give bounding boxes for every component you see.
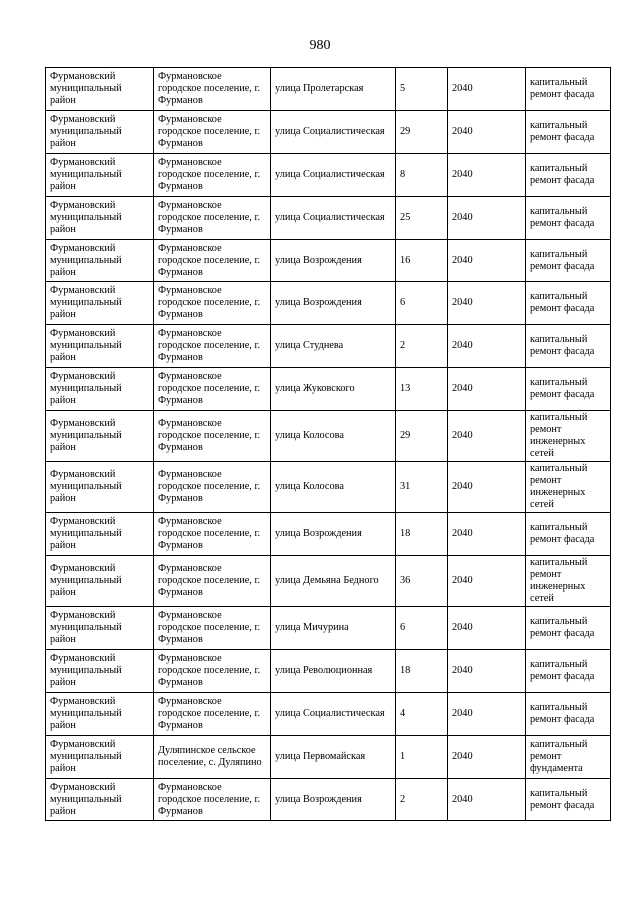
house-number-cell: 5 (396, 68, 448, 111)
house-number-cell: 25 (396, 196, 448, 239)
year-cell: 2040 (448, 325, 526, 368)
settlement-cell: Фурмановское городское поселение, г. Фурманов (154, 513, 271, 556)
work-type-cell: капитальный ремонт инженерных сетей (526, 556, 611, 607)
district-cell: Фурмановский муниципальный район (46, 556, 154, 607)
settlement-cell: Фурмановское городское поселение, г. Фурманов (154, 196, 271, 239)
table-row (46, 778, 611, 821)
work-type-cell: капитальный ремонт фасада (526, 778, 611, 821)
street-cell: улица Жуковского (271, 368, 396, 411)
street-cell: улица Возрождения (271, 513, 396, 556)
settlement-cell: Фурмановское городское поселение, г. Фурманов (154, 649, 271, 692)
street-cell: улица Пролетарская (271, 68, 396, 111)
year-cell: 2040 (448, 735, 526, 778)
year-cell: 2040 (448, 282, 526, 325)
district-cell: Фурмановский муниципальный район (46, 411, 154, 462)
house-number-cell: 18 (396, 513, 448, 556)
work-type-cell: капитальный ремонт инженерных сетей (526, 462, 611, 513)
table-row (46, 196, 611, 239)
district-cell: Фурмановский муниципальный район (46, 68, 154, 111)
table-row (46, 153, 611, 196)
house-number-cell: 6 (396, 282, 448, 325)
settlement-cell: Фурмановское городское поселение, г. Фурманов (154, 692, 271, 735)
settlement-cell: Фурмановское городское поселение, г. Фурманов (154, 239, 271, 282)
work-type-cell: капитальный ремонт фасада (526, 513, 611, 556)
district-cell: Фурмановский муниципальный район (46, 462, 154, 513)
table-row (46, 411, 611, 462)
district-cell: Фурмановский муниципальный район (46, 196, 154, 239)
year-cell: 2040 (448, 649, 526, 692)
work-type-cell: капитальный ремонт инженерных сетей (526, 411, 611, 462)
year-cell: 2040 (448, 68, 526, 111)
district-cell: Фурмановский муниципальный район (46, 778, 154, 821)
work-type-cell: капитальный ремонт фасада (526, 282, 611, 325)
table-row (46, 735, 611, 778)
settlement-cell: Фурмановское городское поселение, г. Фурманов (154, 556, 271, 607)
year-cell: 2040 (448, 411, 526, 462)
table-row (46, 239, 611, 282)
street-cell: улица Мичурина (271, 607, 396, 650)
settlement-cell: Фурмановское городское поселение, г. Фурманов (154, 110, 271, 153)
district-cell: Фурмановский муниципальный район (46, 368, 154, 411)
work-type-cell: капитальный ремонт фасада (526, 649, 611, 692)
work-type-cell: капитальный ремонт фасада (526, 153, 611, 196)
settlement-cell: Фурмановское городское поселение, г. Фурманов (154, 68, 271, 111)
street-cell: улица Студнева (271, 325, 396, 368)
street-cell: улица Социалистическая (271, 692, 396, 735)
street-cell: улица Социалистическая (271, 110, 396, 153)
house-number-cell: 6 (396, 607, 448, 650)
district-cell: Фурмановский муниципальный район (46, 692, 154, 735)
year-cell: 2040 (448, 110, 526, 153)
table-row (46, 68, 611, 111)
settlement-cell: Фурмановское городское поселение, г. Фурманов (154, 607, 271, 650)
work-type-cell: капитальный ремонт фасада (526, 607, 611, 650)
settlement-cell: Фурмановское городское поселение, г. Фурманов (154, 411, 271, 462)
table-row (46, 649, 611, 692)
work-type-cell: капитальный ремонт фундамента (526, 735, 611, 778)
house-number-cell: 2 (396, 325, 448, 368)
house-number-cell: 8 (396, 153, 448, 196)
year-cell: 2040 (448, 692, 526, 735)
house-number-cell: 36 (396, 556, 448, 607)
street-cell: улица Возрождения (271, 282, 396, 325)
district-cell: Фурмановский муниципальный район (46, 325, 154, 368)
settlement-cell: Дуляпинское сельское поселение, с. Дуляпино (154, 735, 271, 778)
settlement-cell: Фурмановское городское поселение, г. Фурманов (154, 325, 271, 368)
settlement-cell: Фурмановское городское поселение, г. Фурманов (154, 368, 271, 411)
district-cell: Фурмановский муниципальный район (46, 513, 154, 556)
house-number-cell: 16 (396, 239, 448, 282)
table-row (46, 462, 611, 513)
table-row (46, 607, 611, 650)
year-cell: 2040 (448, 607, 526, 650)
district-cell: Фурмановский муниципальный район (46, 110, 154, 153)
district-cell: Фурмановский муниципальный район (46, 649, 154, 692)
settlement-cell: Фурмановское городское поселение, г. Фурманов (154, 462, 271, 513)
table-row (46, 282, 611, 325)
work-type-cell: капитальный ремонт фасада (526, 692, 611, 735)
house-number-cell: 13 (396, 368, 448, 411)
street-cell: улица Колосова (271, 411, 396, 462)
street-cell: улица Колосова (271, 462, 396, 513)
street-cell: улица Первомайская (271, 735, 396, 778)
work-type-cell: капитальный ремонт фасада (526, 196, 611, 239)
work-type-cell: капитальный ремонт фасада (526, 368, 611, 411)
street-cell: улица Социалистическая (271, 153, 396, 196)
street-cell: улица Возрождения (271, 239, 396, 282)
work-type-cell: капитальный ремонт фасада (526, 325, 611, 368)
settlement-cell: Фурмановское городское поселение, г. Фурманов (154, 778, 271, 821)
house-number-cell: 29 (396, 411, 448, 462)
year-cell: 2040 (448, 239, 526, 282)
work-type-cell: капитальный ремонт фасада (526, 239, 611, 282)
table-row (46, 692, 611, 735)
work-type-cell: капитальный ремонт фасада (526, 68, 611, 111)
settlement-cell: Фурмановское городское поселение, г. Фурманов (154, 153, 271, 196)
year-cell: 2040 (448, 196, 526, 239)
house-number-cell: 4 (396, 692, 448, 735)
street-cell: улица Демьяна Бедного (271, 556, 396, 607)
table-row (46, 556, 611, 607)
district-cell: Фурмановский муниципальный район (46, 607, 154, 650)
repair-schedule-table (45, 67, 611, 821)
table-row (46, 368, 611, 411)
year-cell: 2040 (448, 513, 526, 556)
house-number-cell: 31 (396, 462, 448, 513)
district-cell: Фурмановский муниципальный район (46, 153, 154, 196)
year-cell: 2040 (448, 153, 526, 196)
year-cell: 2040 (448, 778, 526, 821)
table-row (46, 325, 611, 368)
street-cell: улица Возрождения (271, 778, 396, 821)
year-cell: 2040 (448, 556, 526, 607)
district-cell: Фурмановский муниципальный район (46, 282, 154, 325)
table-row (46, 110, 611, 153)
table-row (46, 513, 611, 556)
district-cell: Фурмановский муниципальный район (46, 735, 154, 778)
street-cell: улица Революционная (271, 649, 396, 692)
district-cell: Фурмановский муниципальный район (46, 239, 154, 282)
house-number-cell: 1 (396, 735, 448, 778)
street-cell: улица Социалистическая (271, 196, 396, 239)
page-number: 980 (309, 38, 331, 53)
table-body (46, 68, 611, 821)
year-cell: 2040 (448, 368, 526, 411)
work-type-cell: капитальный ремонт фасада (526, 110, 611, 153)
settlement-cell: Фурмановское городское поселение, г. Фурманов (154, 282, 271, 325)
house-number-cell: 18 (396, 649, 448, 692)
house-number-cell: 29 (396, 110, 448, 153)
house-number-cell: 2 (396, 778, 448, 821)
year-cell: 2040 (448, 462, 526, 513)
